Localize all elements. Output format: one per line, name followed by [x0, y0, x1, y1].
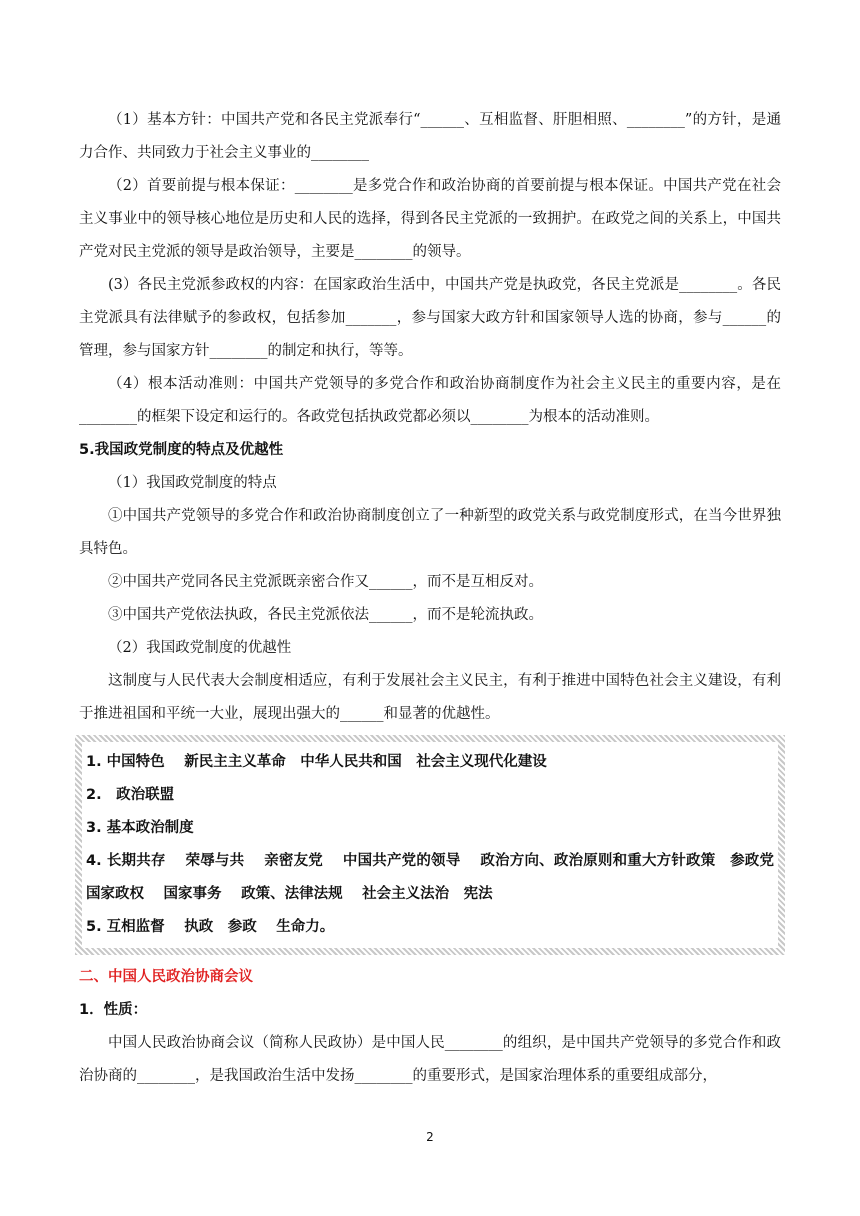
section-2-heading: 二、中国人民政治协商会议 — [79, 969, 253, 985]
section-5-item-1: ①中国共产党领导的多党合作和政治协商制度创立了一种新型的政党关系与政党制度形式，在当今世界独具特色。 — [79, 508, 781, 557]
section-5-sub-1: （1）我国政党制度的特点 — [108, 475, 277, 491]
paragraph-activity-principle: （4）根本活动准则：中国共产党领导的多党合作和政治协商制度作为社会主义民主的重要内容，是在________的框架下设定和运行的。各政党包括执政党都必须以________为根本的活动准则。 — [79, 376, 781, 425]
section-5-heading: 5.我国政党制度的特点及优越性 — [79, 442, 284, 458]
section-5-item-3: ③中国共产党依法执政，各民主党派依法______，而不是轮流执政。 — [108, 607, 543, 623]
section-2-sub-1: 1．性质： — [79, 1002, 148, 1018]
answer-line-4: 4. 长期共存 荣辱与共 亲密友党 中国共产党的领导 政治方向、政治原则和重大方针政策 参政党 国家政权 国家事务 政策、法律法规 社会主义法治 宪法 — [86, 853, 789, 902]
paragraph-basic-policy: （1）基本方针：中国共产党和各民主党派奉行“______、互相监督、肝胆相照、________”的方针，是通力合作、共同致力于社会主义事业的________ — [79, 112, 781, 161]
paragraph-premise-guarantee: （2）首要前提与根本保证：________是多党合作和政治协商的首要前提与根本保证。中国共产党在社会主义事业中的领导核心地位是历史和人民的选择，得到各民主党派的一致拥护。在政党之间的关系上，中国共产党对民主党派的领导是政治领导，主要是________的领导。 — [79, 178, 781, 260]
page-content — [79, 104, 789, 1093]
section-5-body: 这制度与人民代表大会制度相适应，有利于发展社会主义民主，有利于推进中国特色社会主义建设，有利于推进祖国和平统一大业，展现出强大的______和显著的优越性。 — [79, 673, 781, 722]
answer-line-3: 3. 基本政治制度 — [86, 820, 194, 836]
answer-line-5: 5. 互相监督 执政 参政 生命力。 — [86, 919, 335, 935]
paragraph-participation-rights: (3）各民主党派参政权的内容：在国家政治生活中，中国共产党是执政党，各民主党派是________。各民主党派具有法律赋予的参政权，包括参加_______，参与国家大政方针和国家领导人选的协商，参与______的管理，参与国家方针________的制定和执行，等等。 — [79, 277, 781, 359]
section-5-item-2: ②中国共产党同各民主党派既亲密合作又______，而不是互相反对。 — [108, 574, 543, 590]
section-2-body: 中国人民政治协商会议（简称人民政协）是中国人民________的组织，是中国共产党领导的多党合作和政治协商的________，是我国政治生活中发扬________的重要形式，是国家治理体系的重要组成部分， — [79, 1035, 781, 1084]
page-number: 2 — [426, 1130, 434, 1144]
answer-line-2: 2. 政治联盟 — [86, 787, 175, 803]
answer-box — [75, 735, 789, 955]
answer-line-1: 1. 中国特色 新民主主义革命 中华人民共和国 社会主义现代化建设 — [86, 754, 547, 770]
section-5-sub-2: （2）我国政党制度的优越性 — [108, 640, 292, 656]
